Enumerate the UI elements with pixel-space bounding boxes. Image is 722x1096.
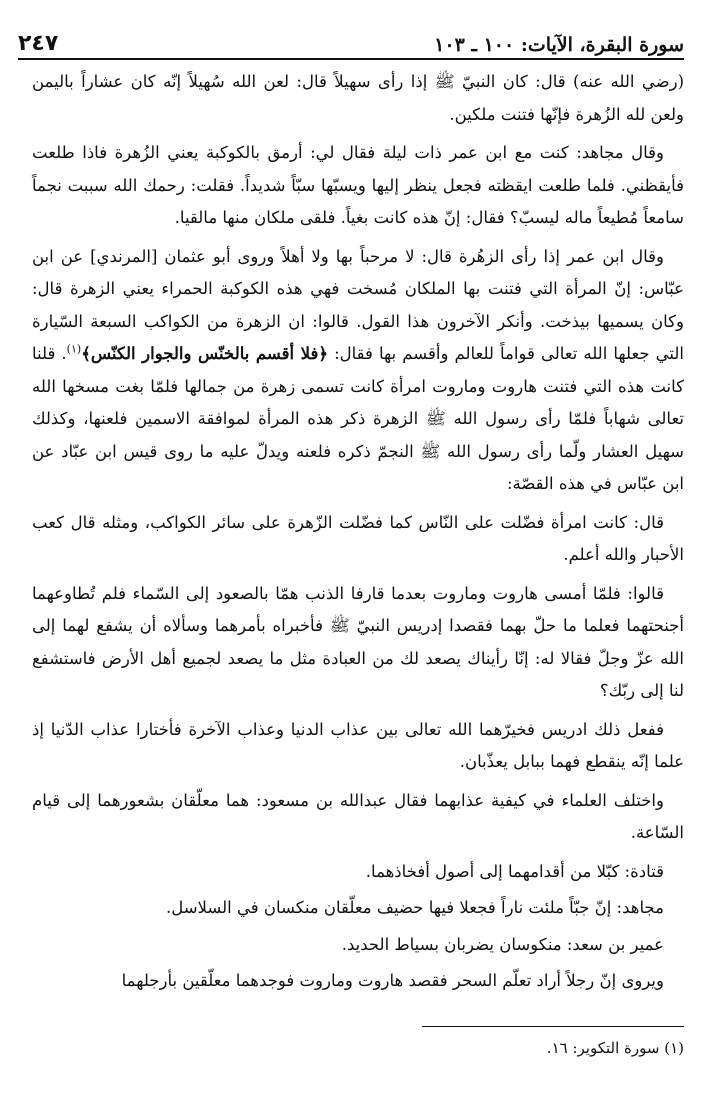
paragraph-text: واختلف العلماء في كيفية عذابهما فقال عبدالله بن مسعود: هما معلّقان بشعورهما إلى قيام السّاعة. — [32, 790, 684, 842]
page-number: ٢٤٧ — [18, 31, 59, 56]
paragraph-3 — [32, 241, 684, 501]
opinion-qatada: قتادة: كبّلا من أقدامهما إلى أصول أفخاذهما. — [365, 861, 664, 881]
paragraph-text: ففعل ذلك ادريس فخيرّهما الله تعالى بين عذاب الدنيا وعذاب الآخرة فأختارا عذاب الدّنيا إذ علما إنّه ينقطع فهما ببابل يعذّبان. — [32, 719, 684, 771]
paragraph-text: وقال ابن عمر إذا رأى الزهُرة قال: لا مرحباً بها ولا أهلاً وروى أبو عثمان [المرندي] عن ابن عبّاس: إنّ المرأة التي فتنت بها الملكان مُسخت فهي هذه الكوكبة الحمراء يعني الزهرة قال: وكان يسميها بيذخت. وأنكر الآخرون هذا القول. قالوا: ان الزهرة من الكواكب السبعة السّيارة التي جعلها الله تعالى قواماً للعالم وأقسم بها فقال: — [32, 246, 685, 363]
paragraph-text: وقال مجاهد: كنت مع ابن عمر ذات ليلة فقال لي: أرمق بالكوكبة يعني الزُهرة فاذا طلعت فأيقظني. فلما طلعت ايقظته فجعل ينظر إليها ويسبّها سبّاً شديداً. فقلت: رحمك الله سببت نجماً سامعاً مُطيعاً ماله ليسبّ؟ فقال: إنّ هذه كانت بغياً. فلقى ملكان منها مالقيا. — [32, 143, 684, 227]
paragraph-text: قال: كانت امرأة فضّلت على النّاس كما فضّلت الزّهرة على سائر الكواكب، ومثله قال كعب الأحبار والله أعلم. — [32, 512, 684, 564]
footnote: (١) سورة التكوير: ١٦. — [546, 1039, 684, 1057]
opinion-umair: عمير بن سعد: منكوسان يضربان بسياط الحديد. — [341, 934, 664, 954]
paragraph-text-continued: . قلنا كانت هذه التي فتنت هاروت وماروت امرأة كانت تسمى زهرة من جمالها فلمّا بغت مسخها الله تعالى شهاباً فلمّا رأى رسول الله ﷺ الزهرة ذكر هذه المرأة لموافقة الاسمين فلعنها، وكذلك سهيل العشار ولّما رأى رسول الله ﷺ النجمّ ذكره فلعنه ويدلّ عليه ما روى قيس ابن عبّاد عن ابن عبّاس في هذه القصّة: — [32, 344, 684, 493]
paragraph-text: قالوا: فلمّا أمسى هاروت وماروت بعدما قارفا الذنب همّا بالصعود إلى السّماء فلم تُطاوعهما أجنحتهما فعلما ما حلّ بهما فقصدا إدريس النبيّ ﷺ فأخبراه بأمرهما وسألاه أن يشفع لهما إلى الله عزّ وجلّ فقالا له: إنّا رأيناك يصعد لك من العبادة مثل ما يصعد لجميع أهل الأرض فاستشفع لنا إلى ربّك؟ — [32, 583, 684, 700]
paragraph-last: ويروى إنّ رجلاً أراد تعلّم السحر فقصد هاروت وماروت فوجدهما معلّقين بأرجلهما — [121, 971, 664, 990]
paragraph-7 — [32, 785, 684, 850]
opinion-mujahid: مجاهد: إنّ جبّاً ملئت ناراً فجعلا فيها حضيف معلّقان منكسان في السلاسل. — [165, 898, 664, 917]
paragraph-1 — [32, 66, 684, 131]
page-header — [18, 22, 684, 60]
quran-verse: ﴿فلا أقسم بالخنّس والجوار الكنّس﴾ — [81, 344, 329, 363]
footnote-divider — [422, 1026, 684, 1027]
paragraph-4 — [32, 507, 684, 572]
paragraph-5 — [32, 578, 684, 708]
paragraph-text: (رضي الله عنه) قال: كان النبيّ ﷺ إذا رأى سهيلاً قال: لعن الله سُهيلاً إنّه كان عشاراً باليمن ولعن لله الزُهرة فإنّها فتنت ملكين. — [32, 72, 684, 124]
main-text — [32, 66, 684, 998]
footnote-marker: (١) — [66, 342, 82, 356]
paragraph-6 — [32, 714, 684, 779]
paragraph-2 — [32, 137, 684, 235]
running-title: سورة البقرة، الآيات: ١٠٠ ـ ١٠٣ — [434, 34, 684, 56]
